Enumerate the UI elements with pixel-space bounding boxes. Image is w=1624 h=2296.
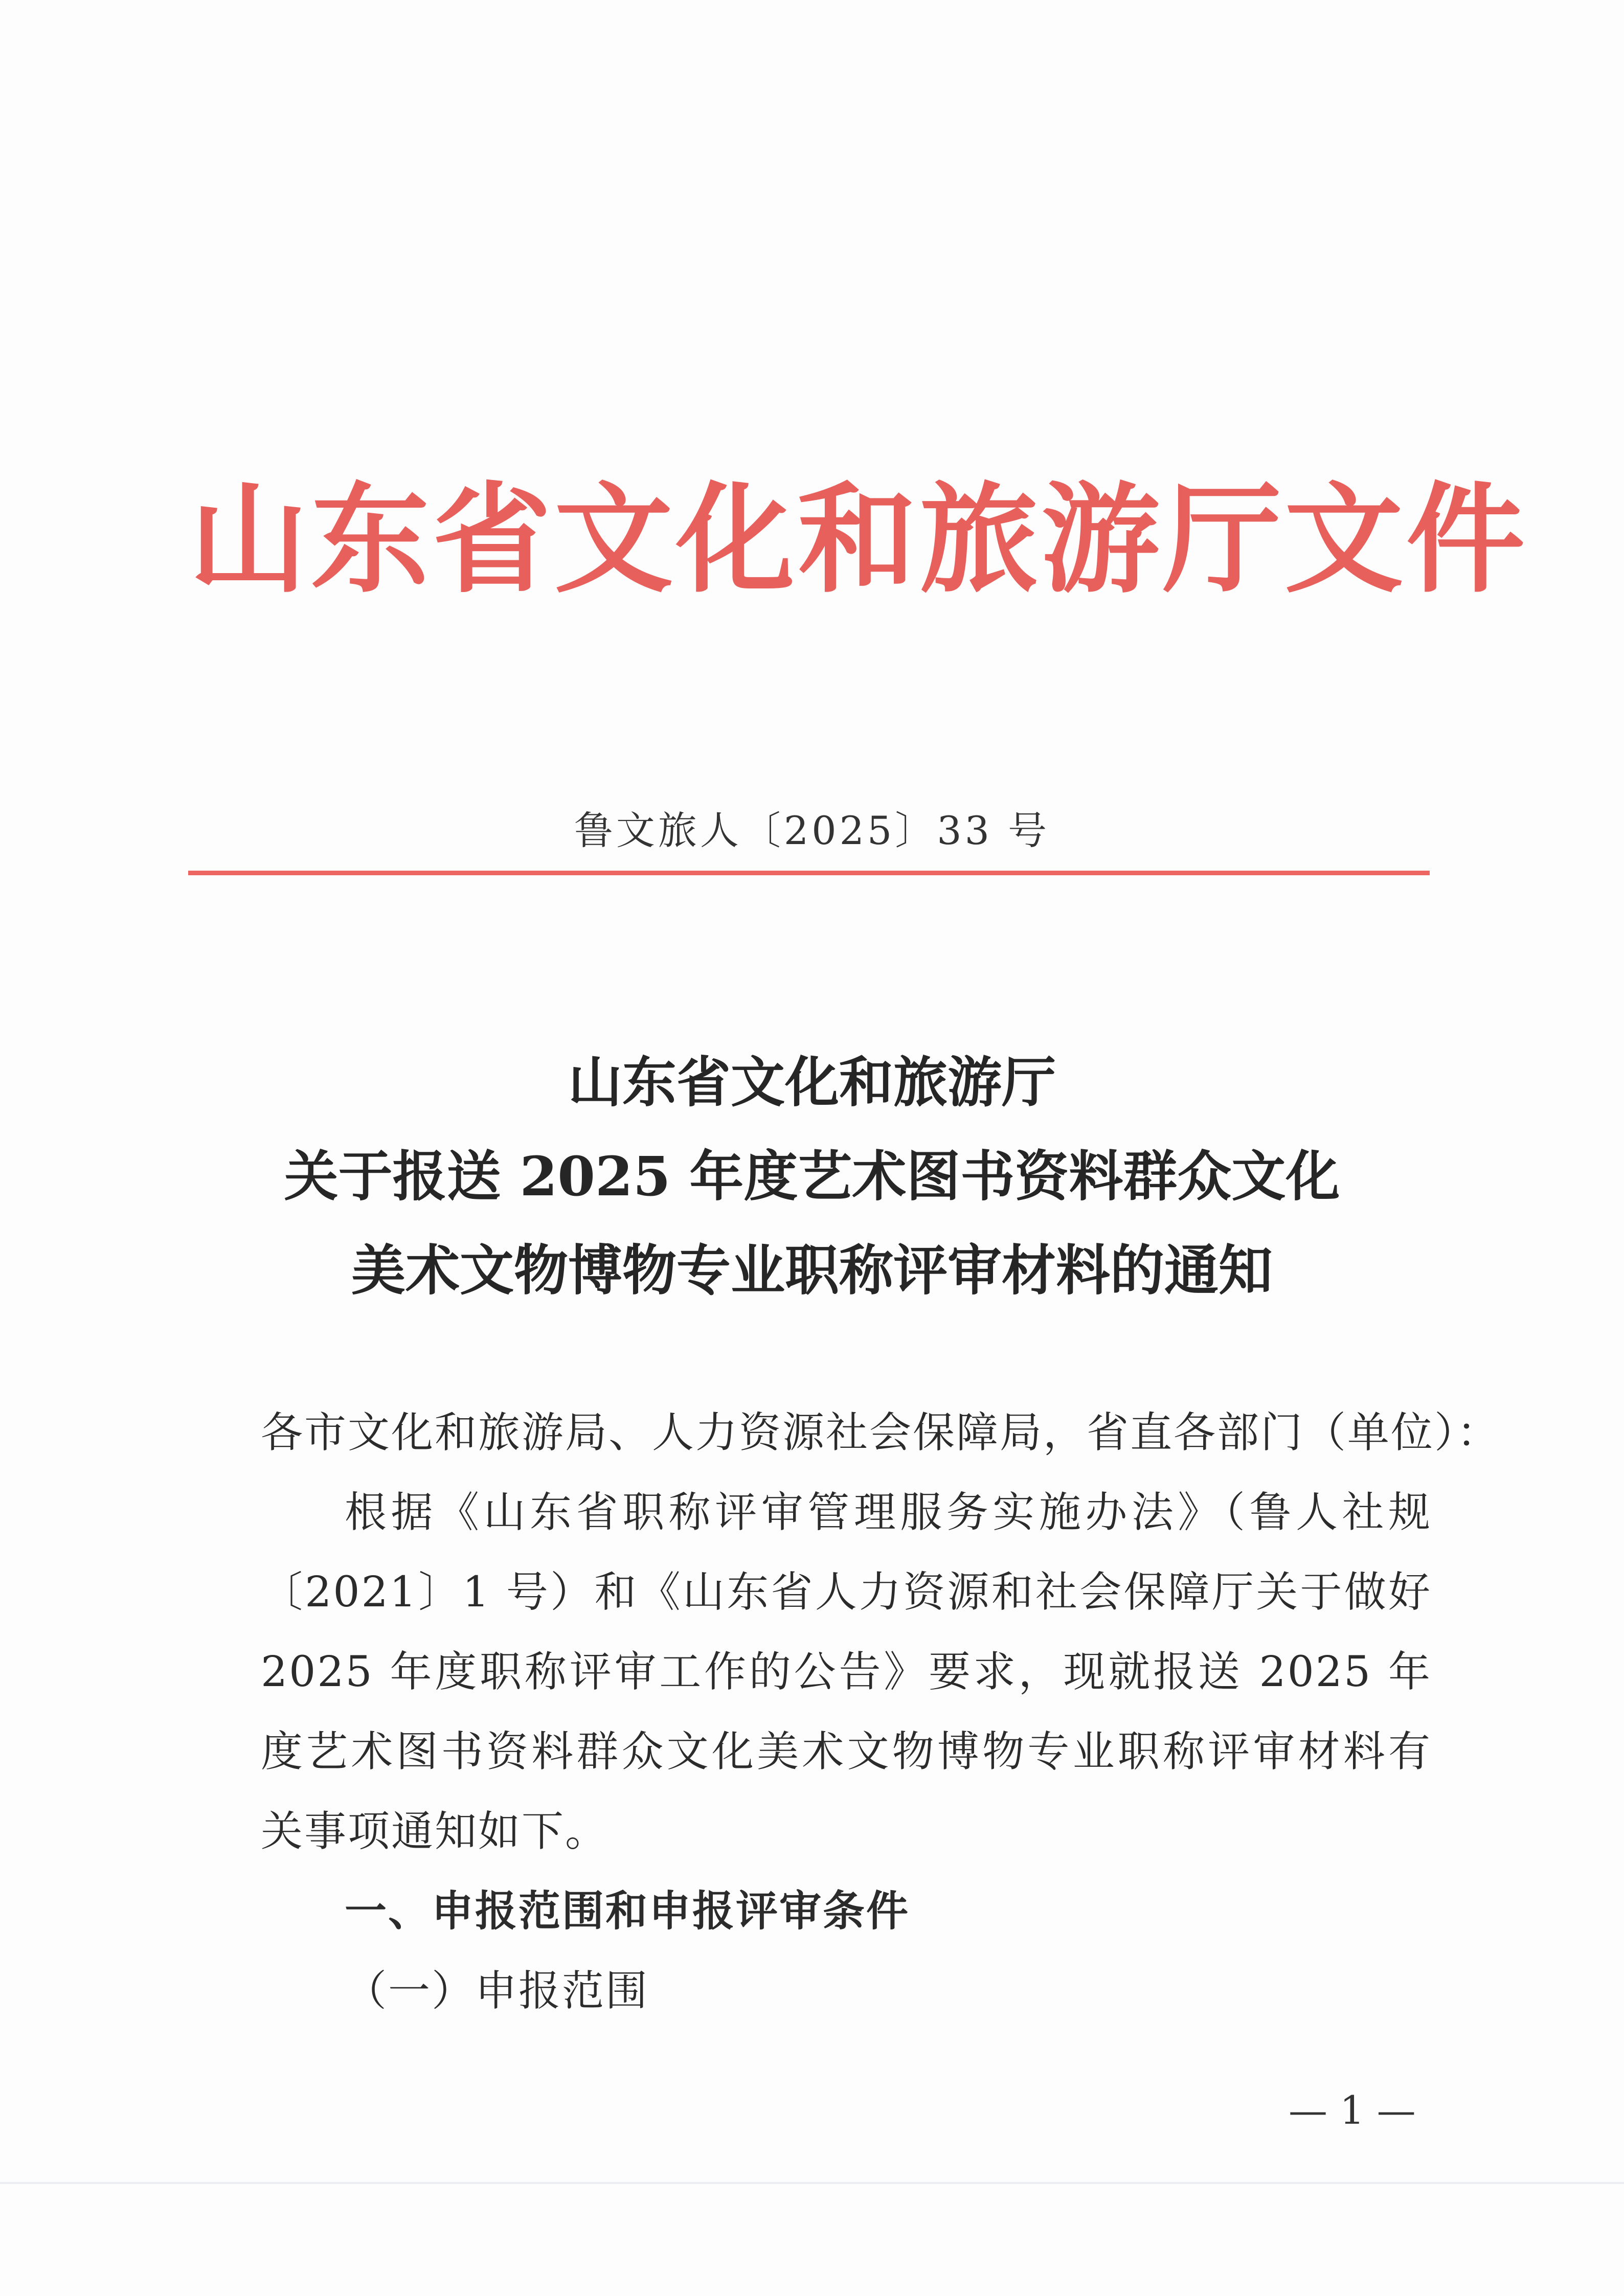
subsection-heading: （一）申报范围 <box>345 1967 649 2015</box>
notice-title-line: 山东省文化和旅游厅 <box>568 1050 1056 1114</box>
notice-title-line: 关于报送 2025 年度艺术图书资料群众文化 <box>284 1144 1340 1208</box>
scan-edge-line <box>0 2182 1624 2184</box>
body-paragraph: 根据《山东省职称评审管理服务实施办法》（鲁人社规〔2021〕1 号）和《山东省人力资源和社会保障厅关于做好 2025 年度职称评审工作的公告》要求，现就报送 2025 年度艺术图书资料群众文化美术文物博物专业职称评审材料有关事项通知如下。 <box>261 1488 1432 1856</box>
notice-title <box>0 1035 1624 1317</box>
issuing-authority-title: 山东省文化和旅游厅文件 <box>189 469 1528 609</box>
section-heading: 一、申报范围和申报评审条件 <box>345 1887 910 1936</box>
notice-body <box>261 1393 1501 2031</box>
document-number: 鲁文旅人〔2025〕33 号 <box>574 808 1050 853</box>
page-number: — 1 — <box>1289 2087 1416 2133</box>
red-divider-line <box>188 871 1430 875</box>
notice-title-line: 美术文物博物专业职称评审材料的通知 <box>351 1238 1273 1302</box>
salutation: 各市文化和旅游局、人力资源社会保障局，省直各部门（单位）： <box>261 1408 1501 1457</box>
